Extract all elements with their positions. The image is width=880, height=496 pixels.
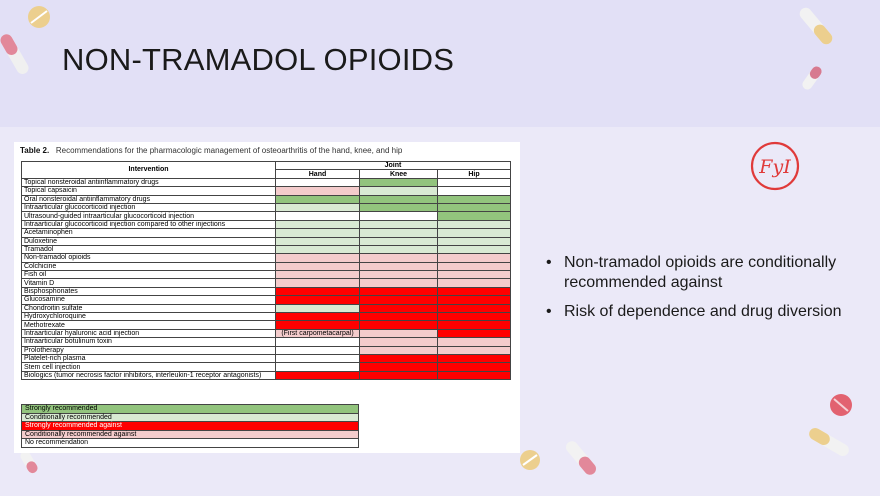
intervention-name: Intraarticular glucocorticoid injection (22, 203, 276, 211)
recommendation-cell-hand (276, 296, 360, 304)
legend-item: Conditionally recommended against (22, 430, 359, 439)
recommendation-cell-hip (438, 329, 511, 337)
table-row (22, 245, 511, 253)
recommendation-cell-knee (360, 304, 438, 312)
fyi-logo-icon (749, 140, 801, 192)
recommendation-cell-hand (276, 287, 360, 295)
recommendation-cell-hip (438, 363, 511, 371)
table-row (22, 287, 511, 295)
table-row (22, 313, 511, 321)
table-row (22, 279, 511, 287)
recommendation-cell-hip (438, 203, 511, 211)
recommendation-table (21, 161, 511, 380)
recommendation-cell-hand (276, 371, 360, 379)
table-row (22, 354, 511, 362)
recommendation-cell-hand (276, 354, 360, 362)
intervention-name: Topical capsaicin (22, 187, 276, 195)
recommendation-cell-hand (276, 195, 360, 203)
recommendation-cell-hip (438, 245, 511, 253)
recommendation-cell-hand (276, 363, 360, 371)
recommendation-cell-hip (438, 237, 511, 245)
recommendation-cell-hip (438, 271, 511, 279)
legend-table (21, 404, 359, 448)
intervention-name: Fish oil (22, 271, 276, 279)
intervention-name: Stem cell injection (22, 363, 276, 371)
table-caption (20, 146, 402, 155)
recommendation-cell-knee (360, 245, 438, 253)
recommendation-cell-knee (360, 229, 438, 237)
table-row (22, 212, 511, 220)
table-row (22, 296, 511, 304)
slide-title: NON-TRAMADOL OPIOIDS (62, 42, 455, 77)
recommendation-cell-hand (276, 271, 360, 279)
table-row (22, 346, 511, 354)
table-row (22, 195, 511, 203)
pill-decoration-icon (0, 30, 30, 80)
intervention-name: Oral nonsteroidal antiinflammatory drugs (22, 195, 276, 203)
recommendation-cell-knee (360, 178, 438, 186)
table-row (22, 178, 511, 186)
legend-item: Conditionally recommended (22, 413, 359, 422)
recommendation-cell-hip (438, 187, 511, 195)
recommendation-cell-hand (276, 245, 360, 253)
recommendation-cell-hip (438, 279, 511, 287)
header-hand: Hand (276, 170, 360, 178)
recommendation-table-panel (14, 142, 520, 453)
table-row (22, 329, 511, 337)
recommendation-cell-knee (360, 321, 438, 329)
table-row (22, 271, 511, 279)
intervention-name: Ultrasound-guided intraarticular glucocorticoid injection (22, 212, 276, 220)
intervention-name: Tramadol (22, 245, 276, 253)
table-row (22, 321, 511, 329)
intervention-name: Topical nonsteroidal antiinflammatory drugs (22, 178, 276, 186)
table-caption-text: Recommendations for the pharmacologic management of osteoarthritis of the hand, knee, and hip (55, 146, 403, 155)
recommendation-cell-hip (438, 354, 511, 362)
pill-decoration-icon (806, 424, 852, 460)
recommendation-cell-knee (360, 187, 438, 195)
slide-header (0, 0, 880, 127)
table-row (22, 338, 511, 346)
pill-decoration-icon (796, 4, 836, 48)
recommendation-cell-hip (438, 371, 511, 379)
bullet-dot-icon: • (546, 254, 552, 271)
recommendation-cell-knee (360, 237, 438, 245)
intervention-name: Intraarticular hyaluronic acid injection (22, 329, 276, 337)
recommendation-cell-hand (276, 220, 360, 228)
legend-row (22, 405, 359, 414)
header-hip: Hip (438, 170, 511, 178)
intervention-name: Chondroitin sulfate (22, 304, 276, 312)
pill-decoration-icon (16, 450, 42, 474)
legend-item: No recommendation (22, 439, 359, 448)
bullet-text: Non-tramadol opioids are conditionally recommended against (564, 254, 837, 291)
recommendation-cell-knee (360, 363, 438, 371)
recommendation-cell-hand (276, 178, 360, 186)
intervention-name: Intraarticular botulinum toxin (22, 338, 276, 346)
recommendation-cell-knee (360, 354, 438, 362)
recommendation-cell-hip (438, 296, 511, 304)
legend-row (22, 422, 359, 431)
recommendation-cell-hand (276, 237, 360, 245)
recommendation-cell-hand (276, 346, 360, 354)
recommendation-cell-hip (438, 229, 511, 237)
fyi-logo-text: FyI (759, 156, 791, 178)
intervention-name: Colchicine (22, 262, 276, 270)
recommendation-cell-hip (438, 338, 511, 346)
intervention-name: Glucosamine (22, 296, 276, 304)
pill-decoration-icon (828, 392, 854, 418)
table-row (22, 371, 511, 379)
recommendation-cell-hip (438, 287, 511, 295)
pill-decoration-icon (800, 64, 824, 92)
bullet-item (546, 253, 846, 293)
recommendation-cell-hip (438, 178, 511, 186)
bullet-list (546, 253, 846, 331)
recommendation-cell-knee (360, 279, 438, 287)
recommendation-cell-knee (360, 220, 438, 228)
recommendation-cell-knee (360, 212, 438, 220)
recommendation-cell-knee (360, 313, 438, 321)
recommendation-cell-hip (438, 321, 511, 329)
table-row (22, 254, 511, 262)
pill-decoration-icon (562, 438, 600, 478)
intervention-name: Acetaminophen (22, 229, 276, 237)
recommendation-cell-hand (276, 203, 360, 211)
recommendation-cell-hip (438, 254, 511, 262)
recommendation-cell-hand (276, 313, 360, 321)
pill-decoration-icon (26, 4, 52, 30)
recommendation-cell-hand: (First carpometacarpal) (276, 329, 360, 337)
bullet-item (546, 302, 846, 322)
recommendation-cell-hip (438, 304, 511, 312)
intervention-name: Non-tramadol opioids (22, 254, 276, 262)
intervention-name: Prolotherapy (22, 346, 276, 354)
recommendation-cell-knee (360, 203, 438, 211)
recommendation-cell-knee (360, 287, 438, 295)
recommendation-cell-knee (360, 329, 438, 337)
table-row (22, 220, 511, 228)
header-knee: Knee (360, 170, 438, 178)
table-row (22, 203, 511, 211)
recommendation-cell-hand (276, 187, 360, 195)
header-intervention: Intervention (22, 162, 276, 179)
recommendation-cell-hip (438, 262, 511, 270)
recommendation-cell-knee (360, 338, 438, 346)
recommendation-cell-hand (276, 304, 360, 312)
intervention-name: Platelet-rich plasma (22, 354, 276, 362)
recommendation-cell-knee (360, 371, 438, 379)
recommendation-cell-hand (276, 321, 360, 329)
recommendation-cell-hip (438, 313, 511, 321)
legend-row (22, 413, 359, 422)
intervention-name: Bisphosphonates (22, 287, 276, 295)
recommendation-cell-knee (360, 296, 438, 304)
header-joint: Joint (276, 162, 511, 170)
intervention-name: Hydroxychloroquine (22, 313, 276, 321)
recommendation-cell-hip (438, 346, 511, 354)
pill-decoration-icon (518, 448, 542, 472)
table-row (22, 187, 511, 195)
intervention-name: Vitamin D (22, 279, 276, 287)
recommendation-cell-hip (438, 195, 511, 203)
recommendation-cell-knee (360, 254, 438, 262)
recommendation-cell-hand (276, 254, 360, 262)
recommendation-cell-knee (360, 271, 438, 279)
legend-item: Strongly recommended against (22, 422, 359, 431)
recommendation-cell-hand (276, 279, 360, 287)
intervention-name: Methotrexate (22, 321, 276, 329)
recommendation-cell-hip (438, 220, 511, 228)
recommendation-cell-hand (276, 338, 360, 346)
legend-row (22, 439, 359, 448)
bullet-dot-icon: • (546, 303, 552, 320)
recommendation-cell-knee (360, 262, 438, 270)
intervention-name: Biologics (tumor necrosis factor inhibitors, interleukin-1 receptor antagonists) (22, 371, 276, 379)
recommendation-cell-hip (438, 212, 511, 220)
bullet-text: Risk of dependence and drug diversion (564, 303, 842, 320)
table-row (22, 237, 511, 245)
table-row (22, 229, 511, 237)
recommendation-cell-knee (360, 195, 438, 203)
intervention-name: Duloxetine (22, 237, 276, 245)
table-row (22, 262, 511, 270)
legend-item: Strongly recommended (22, 405, 359, 414)
table-row (22, 304, 511, 312)
recommendation-cell-hand (276, 262, 360, 270)
legend-row (22, 430, 359, 439)
recommendation-cell-hand (276, 212, 360, 220)
recommendation-cell-hand (276, 229, 360, 237)
table-row (22, 363, 511, 371)
intervention-name: Intraarticular glucocorticoid injection compared to other injections (22, 220, 276, 228)
table-caption-label: Table 2. (20, 146, 50, 155)
recommendation-cell-knee (360, 346, 438, 354)
